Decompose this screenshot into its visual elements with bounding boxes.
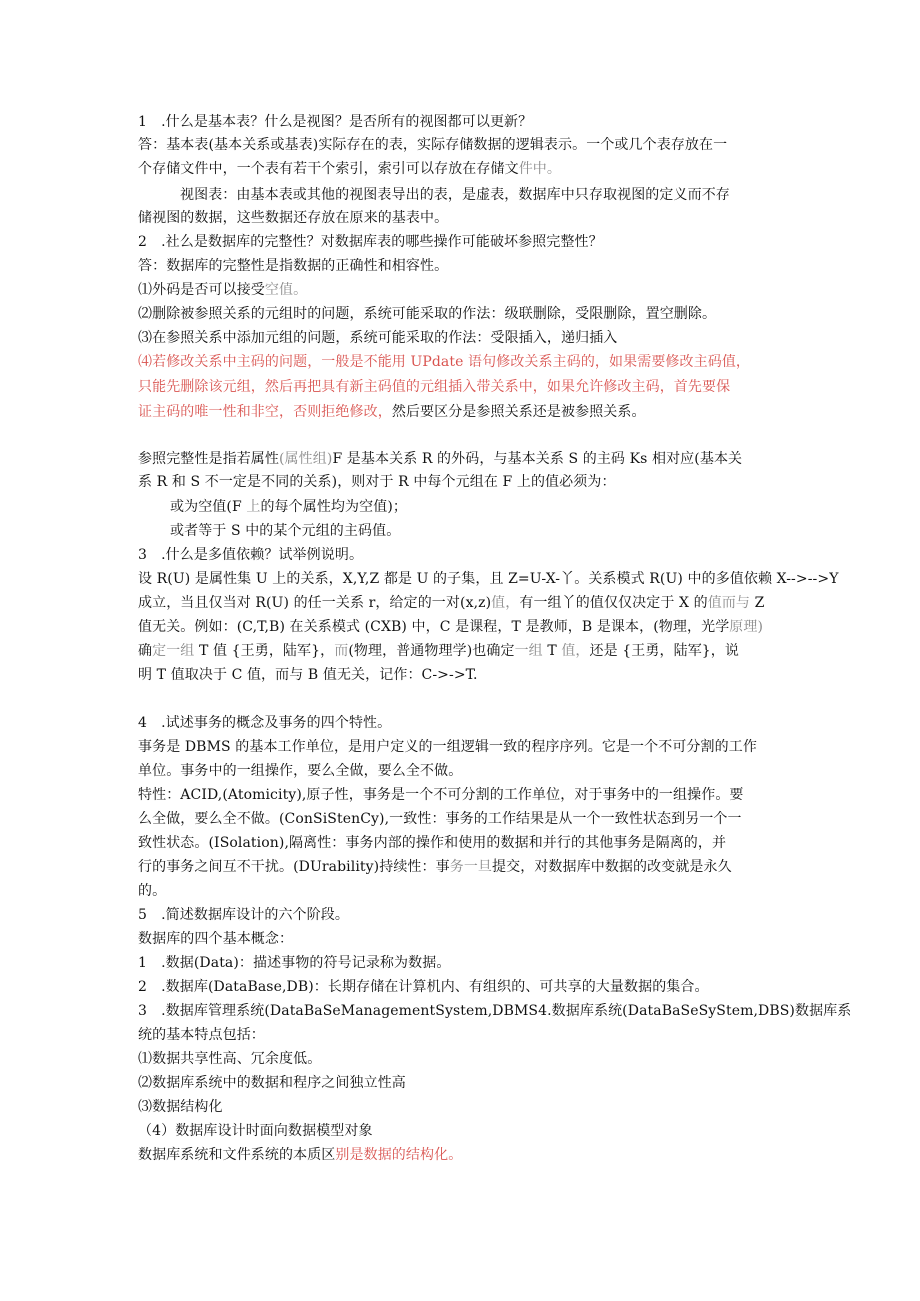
text-segment: F 是基本关系 R 的外码，与基本关系 S 的主码 Ks 相对应(基本关 [332,451,743,467]
text-segment: 1 .什么是基本表？什么是视图？是否所有的视图都可以更新？ [138,114,533,130]
paragraph-line [138,617,763,637]
text-segment: 务一旦 [449,859,493,875]
text-segment: 答：基本表(基本关系或基表)实际存在的表，实际存储数据的逻辑表示。一个或几个表存放在一 [138,137,728,153]
text-segment: 设 R(U) 是属性集 U 上的关系，X,Y,Z 都是 U 的子集，且 Z=U-X-丫。关系模式 R(U) 中的多值依赖 X-->-->Y [138,571,839,587]
paragraph-line [138,232,603,252]
paragraph-line [138,929,293,949]
text-segment: 1 .数据(Data)：描述事物的符号记录称为数据。 [138,955,451,971]
text-segment: 特性：ACID,(Atomicity),原子性，事务是一个不可分割的工作单位，对于事务中的一组操作。要 [138,787,744,803]
text-segment: 一组 [514,643,543,659]
paragraph-line [138,545,363,565]
paragraph-line [138,593,764,613]
text-segment: 2 .数据库(DataBase,DB)：长期存储在计算机内、有组织的、可共享的大量数据的集合。 [138,979,709,995]
paragraph-line [138,1001,851,1021]
text-segment: T [542,643,562,659]
paragraph-line [138,472,616,492]
text-segment: 5 .简述数据库设计的六个阶段。 [138,907,349,923]
text-segment: 储视图的数据，这些数据还存放在原来的基表中。 [138,210,449,226]
text-segment: 只能先删除该元组，然后再把具有新主码值的元组插入带关系中，如果允许修改主码，首先要保 [138,379,731,395]
paragraph-line [138,304,716,324]
text-segment: 值， [491,595,520,611]
text-segment: 致性状态。(ISolation),隔离性：事务内部的操作和使用的数据和并行的其他事务是隔离的，并 [138,835,727,851]
paragraph-line [170,497,407,517]
paragraph-line [138,905,349,925]
text-segment: 的每个属性均为空值)； [260,499,407,515]
text-segment: 数据库的四个基本概念： [138,931,294,947]
paragraph-line [138,857,732,877]
text-segment: 行的事务之间互不干扰。(DUrability)持续性：事 [138,859,450,875]
text-segment: ⑷若修改关系中主码的问题，一般是不能用 UPdate 语句修改关系主码的，如果需要修改主码值， [138,354,751,370]
paragraph-line [138,112,532,132]
text-segment: T 值 {王勇，陆军}， [194,643,335,659]
paragraph-line [138,1025,265,1045]
text-segment: ⑴外码是否可以接受 [138,282,265,298]
text-segment: ⑵删除被参照关系的元组时的问题，系统可能采取的作法：级联删除，受限删除，置空删除。 [138,306,717,322]
text-segment: ⑶数据结构化 [138,1099,223,1115]
paragraph-line [138,1121,373,1141]
paragraph-line [138,352,750,372]
text-segment: 2 .社么是数据库的完整性？对数据库表的哪些操作可能破坏参照完整性？ [138,234,603,250]
paragraph-line [138,953,450,973]
text-segment: 系 R 和 S 不一定是不同的关系)，则对于 R 中每个元组在 F 上的值必须为： [138,474,616,490]
text-segment: 个存储文件中，一个表有若干个索引，索引可以存放在存储文 [138,161,519,177]
paragraph-line [138,1145,462,1165]
paragraph-line [138,159,561,179]
paragraph-line [138,641,739,661]
paragraph-line [180,185,730,205]
text-segment: 值而与 [707,595,751,611]
text-segment: 空值。 [264,282,308,298]
text-segment: 或者等于 S 中的某个元组的主码值。 [170,523,401,539]
paragraph-line [138,665,478,685]
text-segment: 么全做，要么全不做。(ConSiStenCy),一致性：事务的工作结果是从一个一致性状态到另一个一 [138,811,742,827]
text-segment: 明 T 值取决于 C 值，而与 B 值无关，记作：C->->T. [138,667,478,683]
text-segment: 值无关。例如：(C,T,B) 在关系模式 (CXB) 中，C 是课程，T 是教师，B 是课本，(物理，光学 [138,619,730,635]
text-segment: 成立，当且仅当对 R(U) 的任一关系 r，给定的一对(x,z) [138,595,492,611]
paragraph-line [138,1097,223,1117]
paragraph-line [138,761,462,781]
text-segment: (属性组) [279,451,333,467]
text-segment: 单位。事务中的一组操作，要么全做，要么全不做。 [138,763,463,779]
text-segment: 参照完整性是指若属性 [138,451,279,467]
text-segment: 或为空值(F [170,499,247,515]
paragraph-line [138,135,727,155]
text-segment: (物理，普通物理学)也确定 [348,643,515,659]
text-segment: ⑶在参照关系中添加元组的问题，系统可能采取的作法：受限插入，递归插入 [138,330,618,346]
paragraph-line [170,521,400,541]
text-segment: 证主码的唯一性和非空，否则拒绝修改， [138,404,392,420]
paragraph-line [138,977,709,997]
paragraph-line [138,833,726,853]
text-segment: 值， [561,643,590,659]
text-segment: 视图表：由基本表或其他的视图表导出的表，是虚表，数据库中只存取视图的定义而不存 [180,187,730,203]
paragraph-line [138,881,166,901]
text-segment: ⑴数据共享性高、冗余度低。 [138,1051,322,1067]
text-segment: ⑵数据库系统中的数据和程序之间独立性高 [138,1075,406,1091]
text-segment: （4）数据库设计时面向数据模型对象 [138,1123,373,1139]
text-segment: 4 .试述事务的概念及事务的四个特性。 [138,715,392,731]
text-segment: 然后要区分是参照关系还是被参照关系。 [391,404,646,420]
paragraph-line [138,449,742,469]
paragraph-line [138,713,391,733]
text-segment: 的。 [138,883,167,899]
paragraph-line [138,737,757,757]
text-segment: 有一组丫的值仅仅决定于 X 的 [519,595,708,611]
paragraph-line [138,402,646,422]
text-segment: 件中。 [518,161,562,177]
text-segment: 数据库系统和文件系统的本质区 [138,1147,336,1163]
paragraph-line [138,280,307,300]
text-segment: 定一组 [152,643,195,659]
text-segment: 别是数据的结构化。 [335,1147,463,1163]
paragraph-line [138,1073,406,1093]
paragraph-line [138,256,448,276]
paragraph-line [138,208,448,228]
text-segment: 提交，对数据库中数据的改变就是永久 [492,859,732,875]
text-segment: 原理) [729,619,764,635]
text-segment: Z [750,595,765,611]
paragraph-line [138,809,742,829]
text-segment: 3 .数据库管理系统(DataBaSeManagementSystem,DBMS4.数据库系统(DataBaSeSyStem,DBS)数据库系 [138,1003,852,1019]
paragraph-line [138,1049,321,1069]
text-segment: 上 [246,499,261,515]
text-segment: 答：数据库的完整性是指数据的正确性和相容性。 [138,258,449,274]
text-segment: 事务是 DBMS 的基本工作单位，是用户定义的一组逻辑一致的程序序列。它是一个不可分割的工作 [138,739,757,755]
text-segment: 3 .什么是多值依赖？试举例说明。 [138,547,364,563]
paragraph-line [138,785,744,805]
text-segment: 还是 {王勇，陆军}，说 [589,643,739,659]
text-segment: 确 [138,643,153,659]
text-segment: 统的基本特点包括： [138,1027,265,1043]
text-segment: 而 [334,643,349,659]
paragraph-line [138,569,839,589]
paragraph-line [138,377,730,397]
paragraph-line [138,328,617,348]
